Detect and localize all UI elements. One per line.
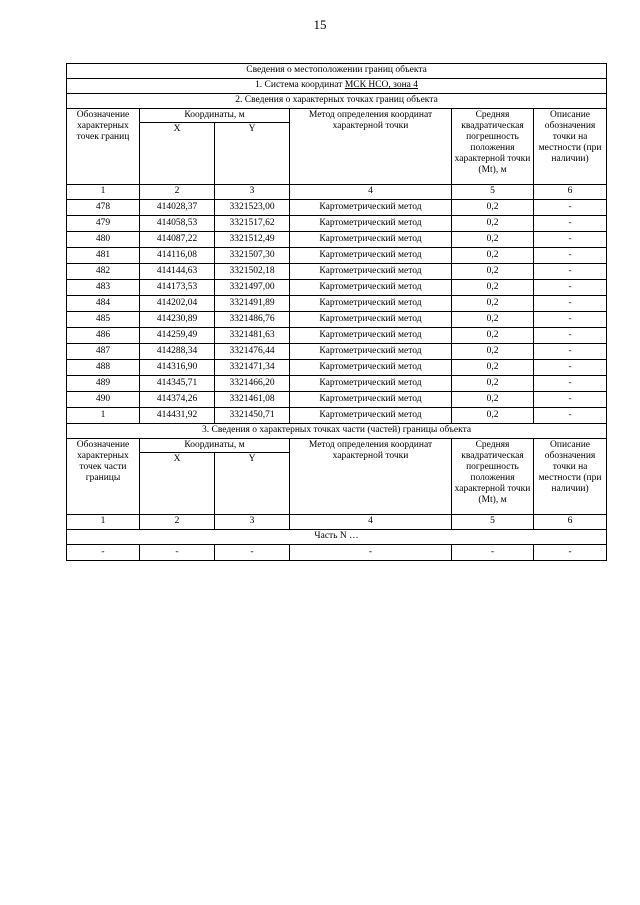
cell-x: 414316,90 [140, 360, 215, 376]
cell-point: - [67, 545, 140, 561]
column-number: 6 [534, 515, 607, 530]
cell-description: - [534, 200, 607, 216]
coordinate-system-row [67, 79, 607, 94]
table-row [67, 344, 607, 360]
cell-y: 3321497,00 [215, 280, 290, 296]
header-description: Описание обозначения точки на местности (при наличии) [534, 439, 607, 515]
cell-x: 414230,89 [140, 312, 215, 328]
cell-y: 3321481,63 [215, 328, 290, 344]
cell-point: 483 [67, 280, 140, 296]
column-number: 2 [140, 515, 215, 530]
cell-description: - [534, 312, 607, 328]
cell-method: Картометрический метод [290, 232, 452, 248]
cell-method: Картометрический метод [290, 248, 452, 264]
cell-description: - [534, 408, 607, 424]
cell-description: - [534, 296, 607, 312]
cell-method: Картометрический метод [290, 264, 452, 280]
section-3-title: 3. Сведения о характерных точках части (частей) границы объекта [67, 424, 607, 439]
cell-method: Картометрический метод [290, 312, 452, 328]
column-number: 4 [290, 185, 452, 200]
header-point-designation: Обозначение характерных точек границ [67, 109, 140, 185]
cell-error: 0,2 [452, 312, 534, 328]
cell-method: Картометрический метод [290, 408, 452, 424]
cell-description: - [534, 248, 607, 264]
cell-error: 0,2 [452, 392, 534, 408]
column-number: 1 [67, 515, 140, 530]
cell-point: 480 [67, 232, 140, 248]
column-number: 3 [215, 185, 290, 200]
header-method: Метод определения координат характерной точки [290, 439, 452, 515]
cell-x: 414144,63 [140, 264, 215, 280]
cell-method: Картометрический метод [290, 296, 452, 312]
header-y: Y [215, 123, 290, 185]
cell-x: 414345,71 [140, 376, 215, 392]
cell-point: 481 [67, 248, 140, 264]
cell-y: 3321523,00 [215, 200, 290, 216]
cell-point: 479 [67, 216, 140, 232]
cell-point: 478 [67, 200, 140, 216]
table-row [67, 216, 607, 232]
page-number: 15 [313, 17, 327, 32]
table-row [67, 200, 607, 216]
cell-description: - [534, 360, 607, 376]
coordinate-system-prefix: 1. Система координат [255, 80, 345, 90]
cell-x: 414087,22 [140, 232, 215, 248]
cell-y: 3321486,76 [215, 312, 290, 328]
cell-point: 488 [67, 360, 140, 376]
cell-x: 414173,53 [140, 280, 215, 296]
cell-method: Картометрический метод [290, 328, 452, 344]
cell-method: - [290, 545, 452, 561]
cell-error: 0,2 [452, 280, 534, 296]
cell-y: 3321491,89 [215, 296, 290, 312]
header-y: Y [215, 453, 290, 515]
boundary-table [66, 63, 607, 561]
cell-description: - [534, 392, 607, 408]
cell-y: 3321471,34 [215, 360, 290, 376]
cell-x: 414116,08 [140, 248, 215, 264]
cell-error: 0,2 [452, 328, 534, 344]
cell-description: - [534, 376, 607, 392]
cell-method: Картометрический метод [290, 360, 452, 376]
cell-y: 3321476,44 [215, 344, 290, 360]
cell-method: Картометрический метод [290, 216, 452, 232]
cell-x: 414202,04 [140, 296, 215, 312]
cell-description: - [534, 328, 607, 344]
table-title: Сведения о местоположении границ объекта [67, 64, 607, 79]
column-number: 5 [452, 515, 534, 530]
cell-error: 0,2 [452, 264, 534, 280]
cell-point: 490 [67, 392, 140, 408]
cell-method: Картометрический метод [290, 392, 452, 408]
cell-point: 486 [67, 328, 140, 344]
header-x: X [140, 453, 215, 515]
cell-point: 1 [67, 408, 140, 424]
table-row [67, 545, 607, 561]
table-row [67, 264, 607, 280]
column-number: 1 [67, 185, 140, 200]
part-label: Часть N … [67, 530, 607, 545]
cell-description: - [534, 344, 607, 360]
cell-point: 489 [67, 376, 140, 392]
cell-description: - [534, 545, 607, 561]
cell-point: 484 [67, 296, 140, 312]
header-error: Средняя квадратическая погрешность положения характерной точки (Mt), м [452, 109, 534, 185]
header-part-point-designation: Обозначение характерных точек части границы [67, 439, 140, 515]
header-coordinates: Координаты, м [140, 109, 290, 123]
cell-x: 414374,26 [140, 392, 215, 408]
cell-error: 0,2 [452, 376, 534, 392]
cell-y: - [215, 545, 290, 561]
column-number: 4 [290, 515, 452, 530]
cell-y: 3321502,18 [215, 264, 290, 280]
column-number: 3 [215, 515, 290, 530]
header-method: Метод определения координат характерной точки [290, 109, 452, 185]
cell-description: - [534, 280, 607, 296]
table-row [67, 232, 607, 248]
cell-error: 0,2 [452, 360, 534, 376]
cell-method: Картометрический метод [290, 280, 452, 296]
column-number: 2 [140, 185, 215, 200]
table-row [67, 312, 607, 328]
cell-y: 3321450,71 [215, 408, 290, 424]
table-row [67, 296, 607, 312]
cell-y: 3321517,62 [215, 216, 290, 232]
header-x: X [140, 123, 215, 185]
cell-error: 0,2 [452, 296, 534, 312]
cell-x: 414058,53 [140, 216, 215, 232]
cell-description: - [534, 216, 607, 232]
cell-point: 485 [67, 312, 140, 328]
cell-y: 3321512,49 [215, 232, 290, 248]
cell-error: 0,2 [452, 344, 534, 360]
cell-point: 487 [67, 344, 140, 360]
cell-x: 414431,92 [140, 408, 215, 424]
cell-error: - [452, 545, 534, 561]
cell-method: Картометрический метод [290, 344, 452, 360]
cell-error: 0,2 [452, 248, 534, 264]
table-row [67, 376, 607, 392]
table-row [67, 360, 607, 376]
header-error: Средняя квадратическая погрешность положения характерной точки (Mt), м [452, 439, 534, 515]
header-description: Описание обозначения точки на местности (при наличии) [534, 109, 607, 185]
cell-y: 3321466,20 [215, 376, 290, 392]
cell-x: - [140, 545, 215, 561]
coordinate-system-name: МСК НСО, зона 4 [344, 80, 419, 90]
table-row [67, 408, 607, 424]
header-coordinates: Координаты, м [140, 439, 290, 453]
cell-y: 3321507,30 [215, 248, 290, 264]
column-number: 5 [452, 185, 534, 200]
cell-description: - [534, 232, 607, 248]
table-row [67, 280, 607, 296]
cell-method: Картометрический метод [290, 200, 452, 216]
table-row [67, 248, 607, 264]
table-row [67, 392, 607, 408]
cell-point: 482 [67, 264, 140, 280]
cell-error: 0,2 [452, 200, 534, 216]
cell-description: - [534, 264, 607, 280]
cell-y: 3321461,08 [215, 392, 290, 408]
section-2-title: 2. Сведения о характерных точках границ объекта [67, 94, 607, 109]
cell-method: Картометрический метод [290, 376, 452, 392]
cell-x: 414259,49 [140, 328, 215, 344]
cell-x: 414288,34 [140, 344, 215, 360]
table-row [67, 328, 607, 344]
cell-error: 0,2 [452, 216, 534, 232]
column-number: 6 [534, 185, 607, 200]
cell-x: 414028,37 [140, 200, 215, 216]
cell-error: 0,2 [452, 232, 534, 248]
cell-error: 0,2 [452, 408, 534, 424]
